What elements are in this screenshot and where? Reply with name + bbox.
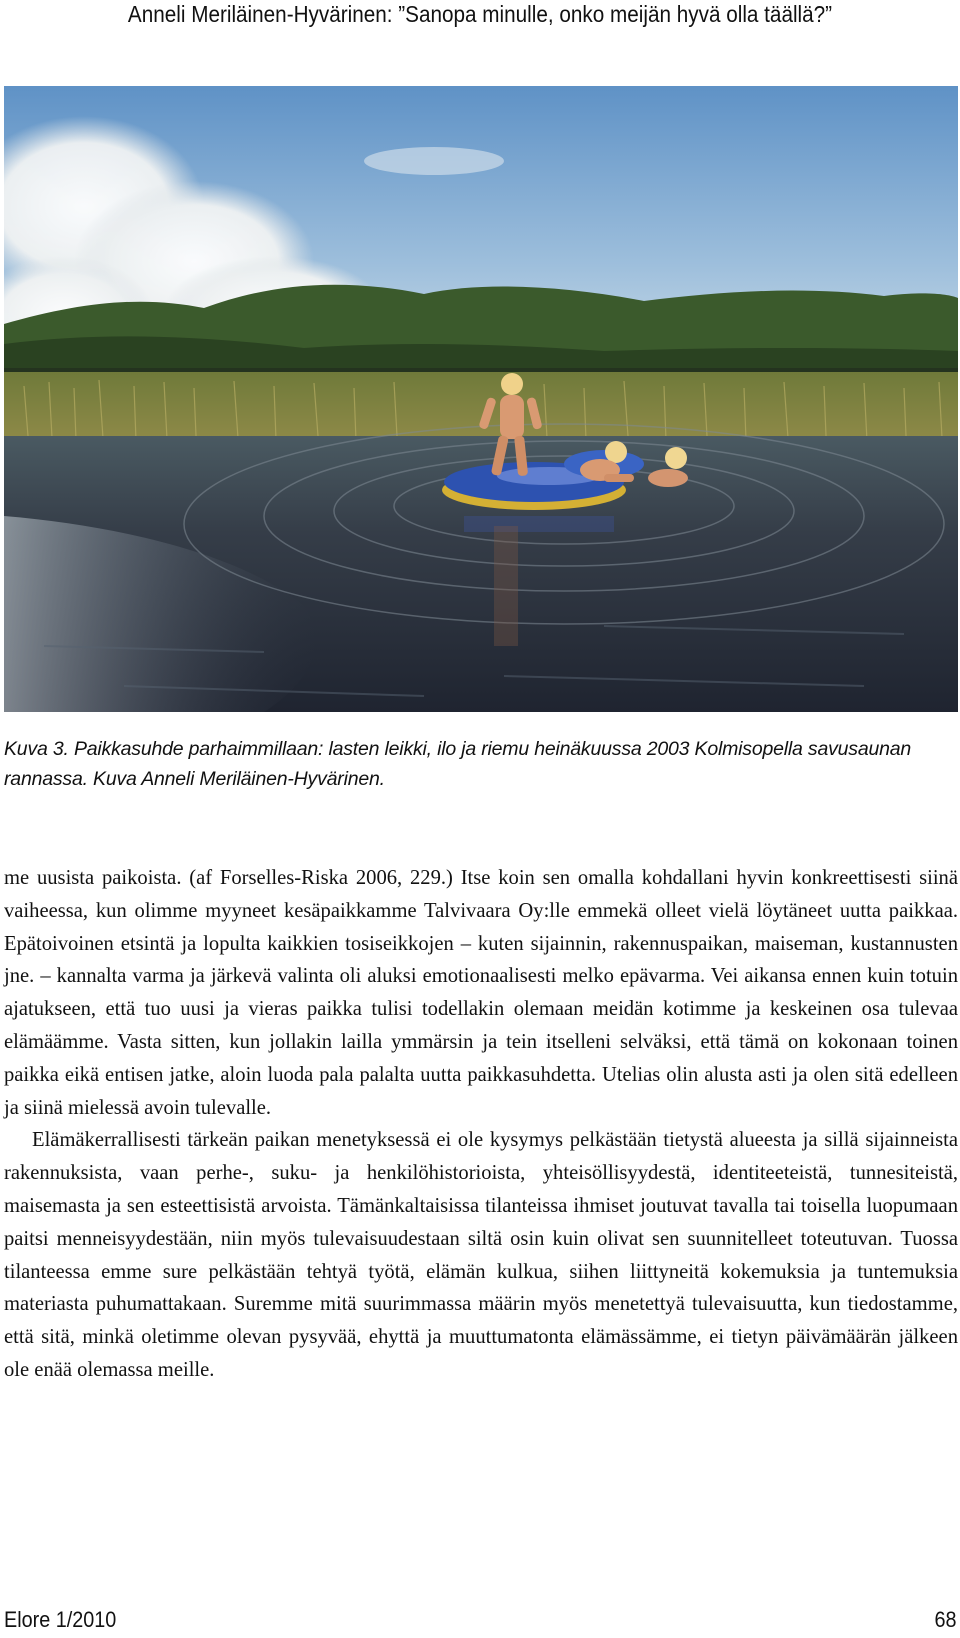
body-paragraph-2: Elämäkerrallisesti tärkeän paikan menetyksessä ei ole kysymys pelkästään tietystä alueesta ja sillä sijainneista rakennuksista, vaan perhe-, suku- ja henkilöhistorioista, yhteisöllisyydestä, identiteeteistä, tunnesiteistä, maisemasta ja sen esteettisistä arvoista. Tämänkaltaisissa tilanteissa ihmiset joutuvat tavalla tai toisella luopumaan paitsi menneisyydestään, niin myös tulevaisuudestaan siltä osin kuin olivat sen suunnitelleet toteutuvan. Tuossa tilanteessa emme sure pelkästään tehtyä työtä, elämän kulkua, siihen liittyneitä kokemuksia ja tuntemuksia materiasta puhumattakaan. Suremme mitä suurimmassa määrin myös menetettyä tulevaisuutta, kun tiedostamme, että sitä, minkä oletimme olevan pysyvää, ehyttä ja muuttumatonta elämässämme, ei tietyn päivämäärän jälkeen ole enää olemassa meille. [4, 1129, 958, 1381]
article-body [4, 862, 958, 1387]
float-reflection [464, 516, 614, 532]
lake-photo-illustration [4, 86, 958, 712]
child-reflection [494, 526, 518, 646]
journal-issue: Elore 1/2010 [4, 1607, 117, 1632]
figure-caption-text: Kuva 3. Paikkasuhde parhaimmillaan: lasten leikki, ilo ja riemu heinäkuussa 2003 Kolmisopella savusaunan rannassa. Kuva Anneli Meriläinen-Hyvärinen. [4, 738, 912, 790]
body-paragraph-1: me uusista paikoista. (af Forselles-Riska 2006, 229.) Itse koin sen omalla kohdallani hyvin konkreettisesti siinä vaiheessa, kun olimme myyneet kesäpaikkamme Talvivaara Oy:lle emmekä olleet vielä löytäneet uutta paikkaa. Epätoivoinen etsintä ja lopulta kaikkien tosiseikkojen – kuten sijainnin, rakennuspaikan, maiseman, kustannusten jne. – kannalta varma ja järkevä valinta oli aluksi emotionaalisesti melko epävarma. Vei aikansa ennen kuin totuin ajatukseen, että tuo uusi ja vieras paikka tulisi todellakin olemaan meidän kotimme ja keskeinen osa tulevaa elämäämme. Vasta sitten, kun jollakin lailla ymmärsin ja tein itselleni selväksi, että tämä on kokonaan toinen paikka eikä entisen jatke, aloin luoda pala palalta uutta paikkasuhdetta. Utelias olin alusta asti ja olen sitä edelleen ja siinä mielessä avoin tulevalle. [4, 867, 958, 1119]
running-head-title: Anneli Meriläinen-Hyvärinen: ”Sanopa minulle, onko meijän hyvä olla täällä?” [127, 1, 833, 27]
reeds [4, 372, 958, 442]
page-number: 68 [933, 1607, 956, 1632]
figure-caption [4, 734, 958, 794]
lake-photo [4, 86, 958, 712]
